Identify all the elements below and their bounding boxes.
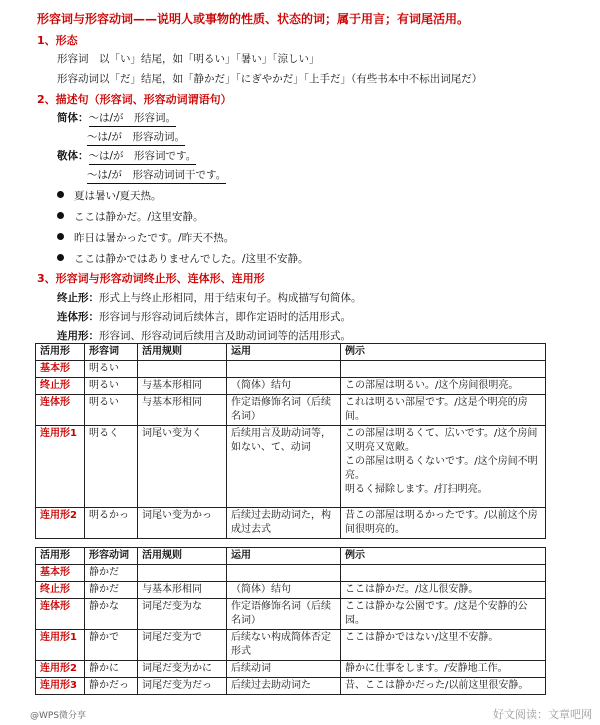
table-row: 连用形2 明るかっ 词尾い变为かっ 后续过去助动词た，构成过去式 昔この部屋は明るかったです。/以前这个房间很明亮的。 bbox=[36, 508, 546, 539]
plain-line-1 bbox=[57, 110, 176, 127]
table-row: 连用形2 静かに 词尾だ变为かに 后续动词 静かに仕事をします。/安静地工作。 bbox=[36, 661, 546, 678]
table-row: 基本形 明るい bbox=[36, 361, 546, 378]
table-row: 终止形 静かだ 与基本形相同 （简体）结句 ここは静かだ。/这儿很安静。 bbox=[36, 582, 546, 599]
plain-label: 简体： bbox=[57, 112, 89, 124]
polite-line-2 bbox=[87, 167, 226, 184]
table-header-row: 活用形 形容词 活用规则 运用 例示 bbox=[36, 344, 546, 361]
source-credit: @WPS微分享 bbox=[30, 711, 87, 721]
section-1-heading: 1、形态 bbox=[37, 34, 78, 47]
bullet-icon bbox=[57, 191, 64, 198]
form-na-adjective-line: 形容动词以「だ」结尾，如「静かだ」「にぎやかだ」「上手だ」（有些书本中不标出词尾だ） bbox=[57, 73, 483, 85]
list-item: 夏は暑い/夏天热。 bbox=[57, 188, 162, 203]
plain-pattern-2: ～は/が 形容动词。 bbox=[87, 129, 185, 146]
table-row: 终止形 明るい 与基本形相同 （简体）结句 この部屋は明るい。/这个房间很明亮。 bbox=[36, 378, 546, 395]
polite-pattern-1: ～は/が 形容词です。 bbox=[89, 148, 197, 165]
definition-attributive: 连体形：形容词与形容动词后续体言，即作定语时的活用形式。 bbox=[57, 311, 351, 323]
na-adjective-conjugation-table bbox=[35, 547, 546, 695]
list-item: 昨日は暑かったです。/昨天不热。 bbox=[57, 230, 234, 245]
table-row: 连用形3 静かだっ 词尾だ变为だっ 后续过去助动词た 昔、ここは静かだった/以前这里很安静。 bbox=[36, 678, 546, 695]
bullet-icon bbox=[57, 212, 64, 219]
bullet-icon bbox=[57, 233, 64, 240]
table-header-row: 活用形 形容动词 活用规则 运用 例示 bbox=[36, 548, 546, 565]
table-row: 连体形 明るい 与基本形相同 作定语修饰名词（后续名词） これは明るい部屋です。/这是个明亮的房间。 bbox=[36, 395, 546, 426]
table-row: 连体形 静かな 词尾だ变为な 作定语修饰名词（后续名词） ここは静かな公園です。/这是个安静的公园。 bbox=[36, 599, 546, 630]
list-item: ここは静かだ。/这里安静。 bbox=[57, 209, 204, 224]
polite-pattern-2: ～は/が 形容动词词干です。 bbox=[87, 167, 226, 184]
list-item: ここは静かではありませんでした。/这里不安静。 bbox=[57, 251, 309, 266]
polite-line-1 bbox=[57, 148, 196, 165]
table-row: 连用形1 明るく 词尾い变为く 后续用言及助动词等，如ない、て、动词 この部屋は明るくて、広いです。/这个房间又明亮又宽敞。 この部屋は明るくないです。/这个房间不明亮。 明るく掃除します。/打扫明亮。 bbox=[36, 426, 546, 508]
section-2-heading: 2、描述句（形容词、形容动词谓语句） bbox=[37, 93, 232, 106]
polite-label: 敬体： bbox=[57, 150, 89, 162]
plain-line-2 bbox=[87, 129, 185, 146]
section-3-heading: 3、形容词与形容动词终止形、连体形、连用形 bbox=[37, 272, 265, 285]
page-title: 形容词与形容动词——说明人或事物的性质、状态的词；属于用言；有词尾活用。 bbox=[37, 12, 470, 26]
table-row: 连用形1 静かで 词尾だ变为で 后续ない构成简体否定形式 ここは静かではない/这里不安静。 bbox=[36, 630, 546, 661]
site-watermark: 好文阅读：文章吧网 bbox=[493, 708, 592, 721]
bullet-icon bbox=[57, 254, 64, 261]
table-row: 基本形 静かだ bbox=[36, 565, 546, 582]
definition-terminal: 终止形：形式上与终止形相同，用于结束句子。构成描写句简体。 bbox=[57, 292, 362, 304]
plain-pattern-1: ～は/が 形容词。 bbox=[89, 110, 177, 127]
form-adjective-line: 形容词 以「い」结尾，如「明るい」「暑い」「涼しい」 bbox=[57, 53, 320, 65]
adjective-conjugation-table bbox=[35, 343, 546, 539]
definition-continuative: 连用形：形容词、形容动词后续用言及助动词词等的活用形式。 bbox=[57, 330, 351, 342]
